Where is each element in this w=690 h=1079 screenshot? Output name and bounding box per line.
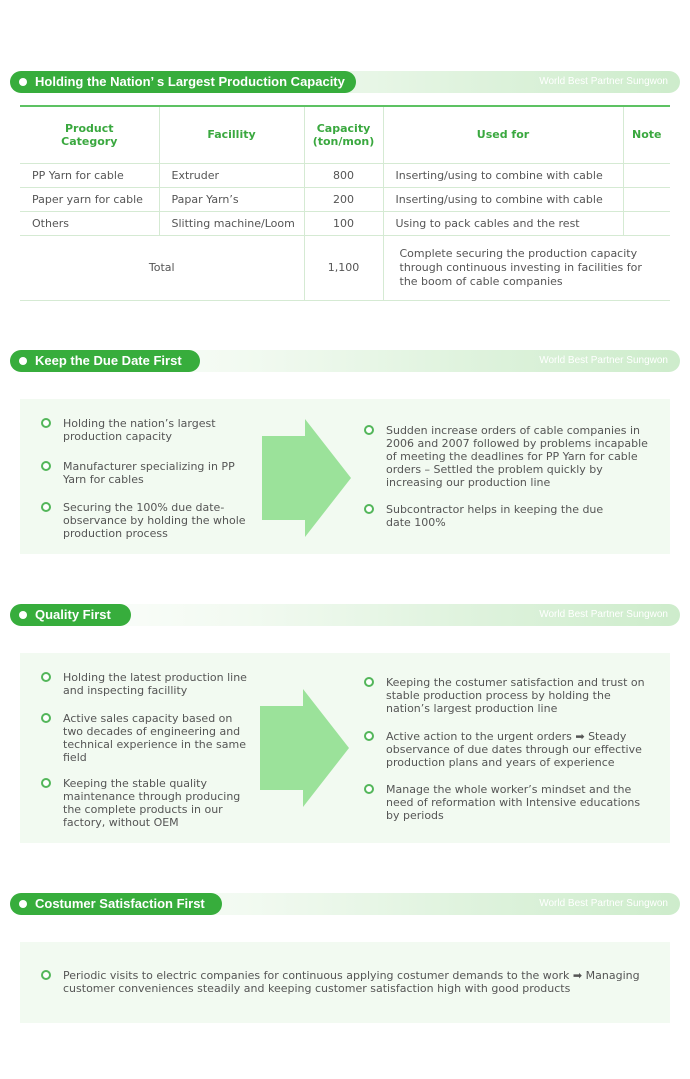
cell-facility: Extruder bbox=[159, 163, 304, 187]
list-item bbox=[364, 676, 654, 715]
list-item bbox=[41, 501, 251, 540]
bullet-dot-icon bbox=[19, 900, 27, 908]
quality-right-list bbox=[364, 676, 654, 822]
circle-bullet-icon bbox=[364, 677, 374, 687]
table-row bbox=[20, 187, 670, 211]
list-item bbox=[364, 424, 654, 489]
cell-used-for: Using to pack cables and the rest bbox=[383, 211, 623, 235]
duedate-box bbox=[20, 399, 670, 554]
list-item-text: Keeping the stable quality maintenance through producing the complete products in our factory, without OEM bbox=[63, 777, 241, 829]
quality-box bbox=[20, 653, 670, 843]
header-product-category: Product Category bbox=[20, 107, 159, 163]
bullet-dot-icon bbox=[19, 611, 27, 619]
circle-bullet-icon bbox=[41, 418, 51, 428]
section-banner-quality bbox=[10, 604, 680, 626]
cell-facility: Papar Yarn’s bbox=[159, 187, 304, 211]
cell-total-note: Complete securing the production capacity through continuous investing in facilities for the boom of cable companies bbox=[383, 235, 670, 300]
circle-bullet-icon bbox=[41, 461, 51, 471]
list-item bbox=[41, 969, 661, 995]
circle-bullet-icon bbox=[364, 504, 374, 514]
list-item-text: Holding the latest production line and inspecting facillity bbox=[63, 671, 247, 697]
right-arrow-icon bbox=[260, 689, 350, 807]
tagline: World Best Partner Sungwon bbox=[539, 898, 668, 909]
section-title: Quality First bbox=[35, 607, 111, 622]
cell-total-capacity: 1,100 bbox=[304, 235, 383, 300]
list-item-text: Manufacturer specializing in PP Yarn for cables bbox=[63, 460, 235, 486]
cell-note bbox=[623, 163, 670, 187]
table-row bbox=[20, 211, 670, 235]
quality-left-list bbox=[41, 671, 253, 829]
tagline: World Best Partner Sungwon bbox=[539, 355, 668, 366]
bullet-dot-icon bbox=[19, 78, 27, 86]
circle-bullet-icon bbox=[364, 784, 374, 794]
section-title: Keep the Due Date First bbox=[35, 353, 182, 368]
cell-note bbox=[623, 187, 670, 211]
section-banner-capacity bbox=[10, 71, 680, 93]
list-item bbox=[41, 712, 253, 764]
tagline: World Best Partner Sungwon bbox=[539, 76, 668, 87]
circle-bullet-icon bbox=[364, 425, 374, 435]
header-note: Note bbox=[623, 107, 670, 163]
cell-category: Paper yarn for cable bbox=[20, 187, 159, 211]
cell-category: PP Yarn for cable bbox=[20, 163, 159, 187]
section-banner-duedate bbox=[10, 350, 680, 372]
circle-bullet-icon bbox=[41, 672, 51, 682]
header-facility: Facillity bbox=[159, 107, 304, 163]
cell-used-for: Inserting/using to combine with cable bbox=[383, 163, 623, 187]
cell-capacity: 200 bbox=[304, 187, 383, 211]
header-capacity: Capacity (ton/mon) bbox=[304, 107, 383, 163]
right-arrow-icon bbox=[262, 419, 352, 537]
list-item bbox=[41, 777, 253, 829]
bullet-dot-icon bbox=[19, 357, 27, 365]
section-banner-customer bbox=[10, 893, 680, 915]
list-item-text: Securing the 100% due date-observance by holding the whole production process bbox=[63, 501, 246, 540]
section-title: Holding the Nation’ s Largest Production Capacity bbox=[35, 74, 345, 89]
header-used-for: Used for bbox=[383, 107, 623, 163]
duedate-left-list bbox=[41, 417, 251, 540]
section-title-pill bbox=[10, 350, 200, 372]
cell-total-label: Total bbox=[20, 235, 304, 300]
cell-facility: Slitting machine/Loom bbox=[159, 211, 304, 235]
list-item bbox=[364, 503, 614, 529]
section-title: Costumer Satisfaction First bbox=[35, 896, 205, 911]
section-title-pill bbox=[10, 604, 131, 626]
list-item-text: Manage the whole worker’s mindset and the need of reformation with Intensive educations by periods bbox=[386, 783, 641, 822]
list-item bbox=[364, 730, 654, 769]
circle-bullet-icon bbox=[364, 731, 374, 741]
list-item-text: Sudden increase orders of cable companies in 2006 and 2007 followed by problems incapable of meeting the deadlines for PP Yarn for cable orders – Settled the problem quickly by increasing our production line bbox=[386, 424, 648, 489]
table-header-row bbox=[20, 107, 670, 163]
customer-list bbox=[41, 969, 661, 995]
customer-box bbox=[20, 942, 670, 1023]
circle-bullet-icon bbox=[41, 970, 51, 980]
list-item-text: Periodic visits to electric companies for continuous applying costumer demands to the work ➡ Managing customer conveniences steadily and keeping customer satisfaction high with good products bbox=[63, 969, 640, 995]
capacity-table bbox=[20, 107, 670, 301]
list-item bbox=[41, 460, 251, 486]
circle-bullet-icon bbox=[41, 502, 51, 512]
list-item-text: Subcontractor helps in keeping the due date 100% bbox=[386, 503, 604, 529]
tagline: World Best Partner Sungwon bbox=[539, 609, 668, 620]
cell-category: Others bbox=[20, 211, 159, 235]
list-item bbox=[364, 783, 654, 822]
section-title-pill bbox=[10, 893, 222, 915]
table-row bbox=[20, 163, 670, 187]
list-item-text: Active action to the urgent orders ➡ Steady observance of due dates through our effective production plans and years of experience bbox=[386, 730, 642, 769]
cell-used-for: Inserting/using to combine with cable bbox=[383, 187, 623, 211]
cell-capacity: 800 bbox=[304, 163, 383, 187]
cell-note bbox=[623, 211, 670, 235]
section-title-pill bbox=[10, 71, 356, 93]
table-total-row bbox=[20, 235, 670, 300]
cell-capacity: 100 bbox=[304, 211, 383, 235]
list-item bbox=[41, 671, 253, 697]
duedate-right-list bbox=[364, 424, 654, 529]
list-item-text: Active sales capacity based on two decades of engineering and technical experience in the same field bbox=[63, 712, 246, 764]
list-item bbox=[41, 417, 251, 443]
list-item-text: Keeping the costumer satisfaction and trust on stable production process by holding the nation’s largest production line bbox=[386, 676, 645, 715]
circle-bullet-icon bbox=[41, 778, 51, 788]
circle-bullet-icon bbox=[41, 713, 51, 723]
list-item-text: Holding the nation’s largest production capacity bbox=[63, 417, 216, 443]
